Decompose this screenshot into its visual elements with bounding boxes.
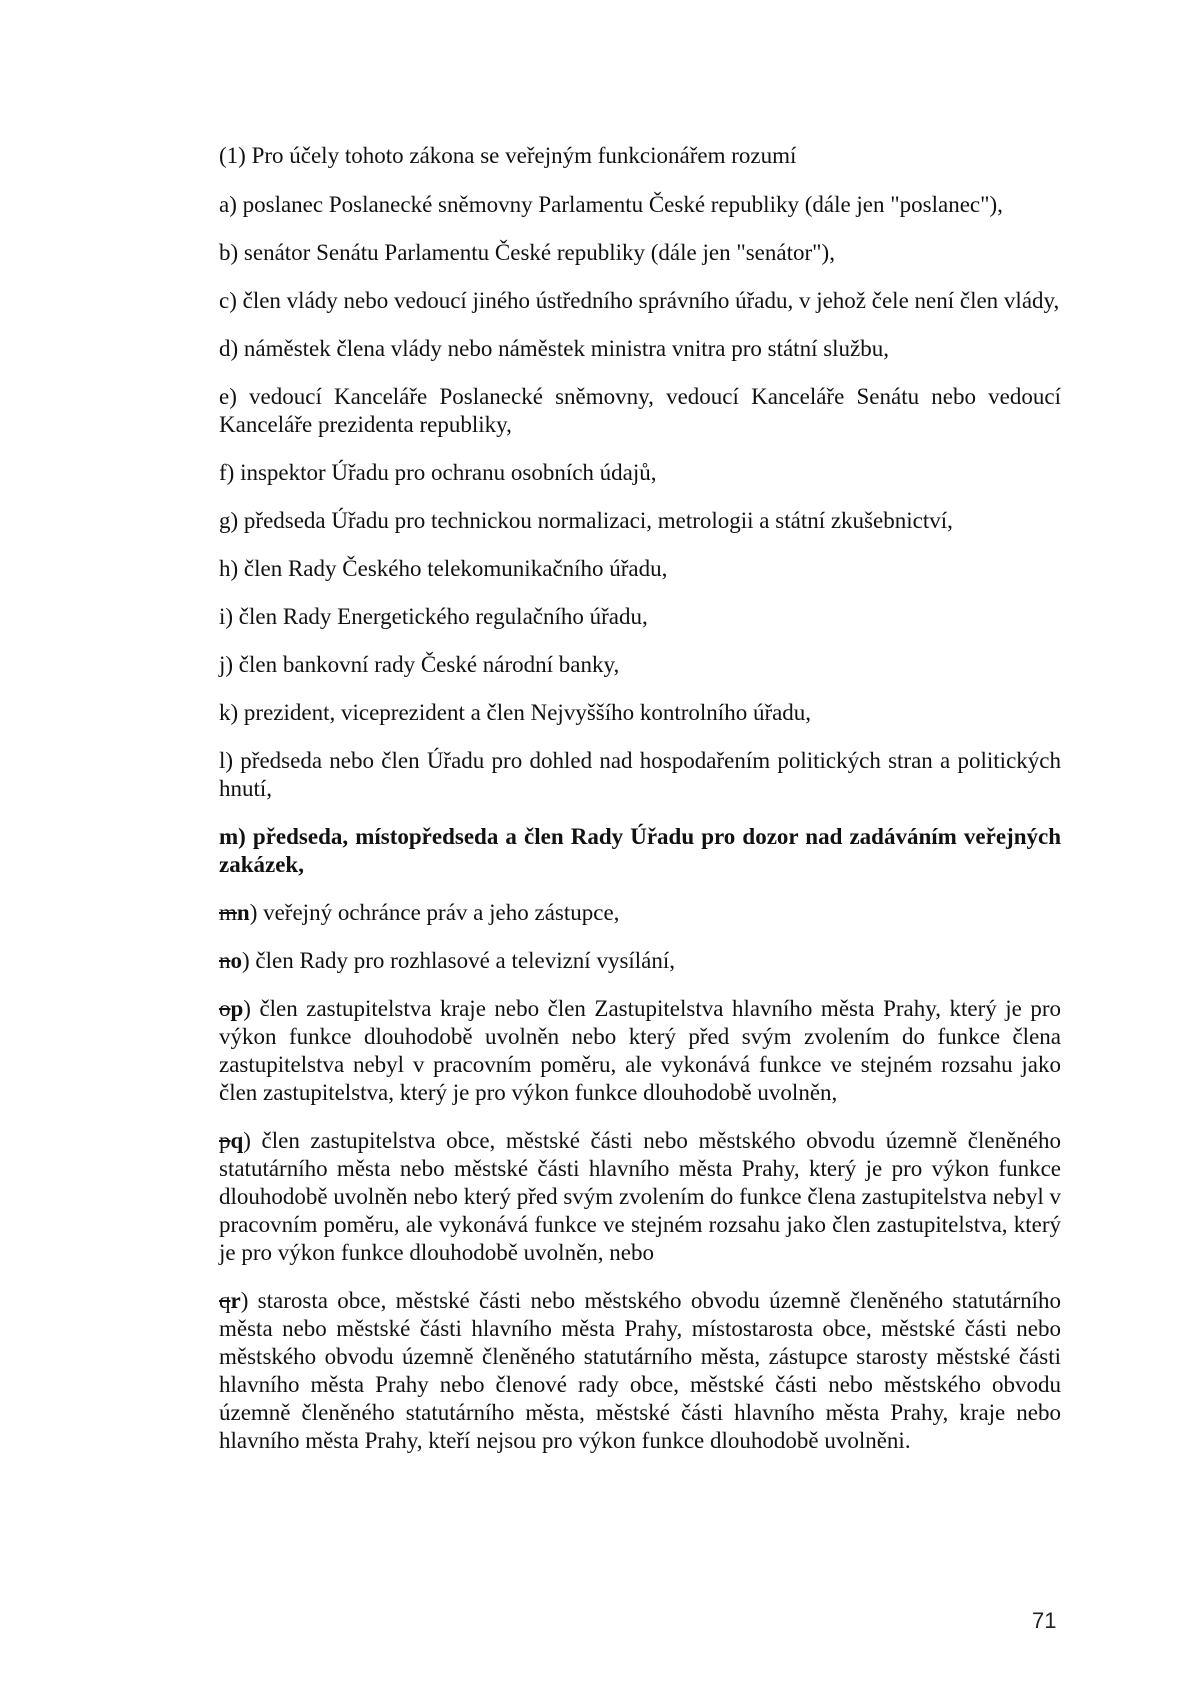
item-n (219, 899, 1061, 927)
item-d: d) náměstek člena vlády nebo náměstek ministra vnitra pro státní službu, (219, 336, 890, 361)
deleted-letter: m (219, 900, 237, 925)
deleted-letter: q (219, 1288, 231, 1313)
item-text: ) člen zastupitelstva obce, městské části nebo městského obvodu územně členěného statutárního města nebo městské části hlavního města Prahy, který je pro výkon funkce dlouhodobě uvolněn nebo který před svým zvolením do funkce člena zastupitelstva nebyl v pracovním poměru, ale vykonává funkce ve stejném rozsahu jako člen zastupitelstva, který je pro výkon funkce dlouhodobě uvolněn, nebo (219, 1128, 1061, 1265)
item-e: e) vedoucí Kanceláře Poslanecké sněmovny, vedoucí Kanceláře Senátu nebo vedoucí Kanceláře prezidenta republiky, (219, 384, 1061, 437)
inserted-letter: r (230, 1288, 241, 1313)
item-i: i) člen Rady Energetického regulačního úřadu, (219, 604, 648, 629)
document-body (219, 142, 1061, 1475)
inserted-letter: o (230, 948, 242, 973)
item-q (219, 1127, 1061, 1267)
item-f: f) inspektor Úřadu pro ochranu osobních údajů, (219, 460, 657, 485)
item-h: h) člen Rady Českého telekomunikačního úřadu, (219, 556, 668, 581)
item-text: ) člen zastupitelstva kraje nebo člen Zastupitelstva hlavního města Prahy, který je pro výkon funkce dlouhodobě uvolněn nebo který před svým zvolením do funkce člena zastupitelstva nebyl v pracovním poměru, ale vykonává funkce ve stejném rozsahu jako člen zastupitelstva, který je pro výkon funkce dlouhodobě uvolněn, (219, 996, 1061, 1105)
page-number: 71 (1032, 1608, 1057, 1633)
item-text: ) starosta obce, městské části nebo městského obvodu územně členěného statutárního města nebo městské části hlavního města Prahy, místostarosta obce, městské části nebo městského obvodu územně členěného statutárního města, zástupce starosty městské části hlavního města Prahy nebo členové rady obce, městské části nebo městského obvodu územně členěného statutárního města, městské části hlavního města Prahy, kraje nebo hlavního města Prahy, kteří nejsou pro výkon funkce dlouhodobě uvolněni. (219, 1288, 1061, 1453)
intro-paragraph: (1) Pro účely tohoto zákona se veřejným funkcionářem rozumí (219, 143, 797, 168)
item-text: ) veřejný ochránce práv a jeho zástupce, (249, 900, 620, 925)
item-a: a) poslanec Poslanecké sněmovny Parlamentu České republiky (dále jen "poslanec"), (219, 192, 1003, 217)
item-g: g) předseda Úřadu pro technickou normalizaci, metrologii a státní zkušebnictví, (219, 508, 953, 533)
item-o (219, 947, 1061, 975)
item-l: l) předseda nebo člen Úřadu pro dohled nad hospodařením politických stran a politických hnutí, (219, 748, 1061, 801)
inserted-letter: q (230, 1128, 244, 1153)
inserted-letter: n (236, 900, 250, 925)
item-p (219, 995, 1061, 1107)
item-b: b) senátor Senátu Parlamentu České republiky (dále jen "senátor"), (219, 240, 835, 265)
item-m-new: m) předseda, místopředseda a člen Rady Úřadu pro dozor nad zadáváním veřejných zakázek, (219, 824, 1061, 877)
item-j: j) člen bankovní rady České národní banky, (219, 652, 620, 677)
deleted-letter: n (219, 948, 231, 973)
item-k: k) prezident, viceprezident a člen Nejvyššího kontrolního úřadu, (219, 700, 812, 725)
deleted-letter: o (219, 996, 231, 1021)
item-text: ) člen Rady pro rozhlasové a televizní vysílání, (242, 948, 676, 973)
inserted-letter: p (230, 996, 244, 1021)
item-r (219, 1287, 1061, 1455)
item-c: c) člen vlády nebo vedoucí jiného ústředního správního úřadu, v jehož čele není člen vlády, (219, 288, 1060, 313)
deleted-letter: p (219, 1128, 231, 1153)
